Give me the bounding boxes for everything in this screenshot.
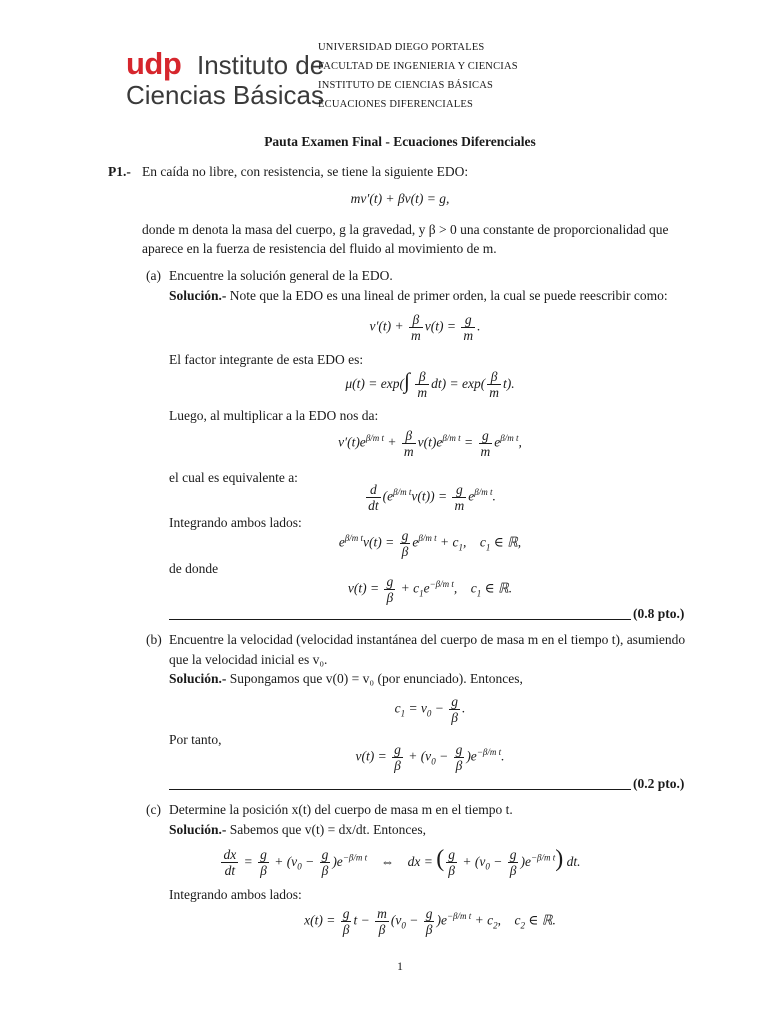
part-a-solution: Solución.- Note que la EDO es una lineal de primer orden, la cual se puede reescribir como: [169, 288, 668, 303]
header-line-3: INSTITUTO DE CIENCIAS BÁSICAS [318, 80, 494, 91]
part-c-label: (c) [146, 802, 161, 817]
part-b-label: (b) [146, 632, 162, 647]
logo-instituto: Instituto de [197, 50, 325, 80]
eq-b-1: $c_1 = v_0$ − $\frac{g}{\beta}$ . [394, 694, 466, 725]
part-b-solution: Solución.- Supongamos que v(0) = v₀ (por enunciado). Entonces, [169, 671, 523, 686]
logo-ciencias: Ciencias Básicas [126, 80, 324, 110]
part-b-rule [169, 789, 631, 790]
p1-desc-2: aparece en la fuerza de resistencia del fluido al movimiento de m. [142, 241, 497, 256]
part-a-label: (a) [146, 268, 161, 283]
eq-a-2: μ(t) = exp(∫ $\frac{\beta}{m}$ dt) = exp( $\frac{\beta}{m}$ t). [345, 368, 515, 401]
logo-udp: udp [126, 46, 182, 81]
eq-a-6: v(t) = $\frac{g}{\beta}$ + $c_1e^{-\beta/m t}$, $c_1$ ∈ ℝ. [347, 574, 513, 605]
eq-a-3: $v'(t)e^{\beta/m t}$ + $\frac{\beta}{m}$ $v(t)e^{\beta/m t}$ = $\frac{g}{m}$ $e^{\beta/m t}$, [338, 428, 522, 459]
eq-c-2: x(t) = $\frac{g}{\beta}$ t − $\frac{m}{\beta}$ ($v_0$ − $\frac{g}{\beta}$ )$e^{-\beta/m t} + c_2$, $c_2$ ∈ ℝ. [304, 906, 556, 937]
header-line-4: ECUACIONES DIFERENCIALES [318, 99, 474, 110]
eq-a-5: $e^{\beta/m t}v(t)$ = $\frac{g}{\beta}$ $e^{\beta/m t} + c_1$, $c_1$ ∈ ℝ, [338, 528, 522, 559]
eq-c-1: $\frac{dx}{dt}$ = $\frac{g}{\beta}$ + ($v_0$ − $\frac{g}{\beta}$ )$e^{-\beta/m t}$ ⇔ dx = ( $\frac{g}{\beta}$ + ($v_0$ − $\frac{g}{\beta}$ )$e^{-\beta/m t}$) dt. [223, 846, 581, 879]
page-number: 1 [397, 959, 403, 973]
part-a-points: (0.8 pto.) [633, 606, 685, 621]
eq-a-1: v′(t) + $\frac{\beta}{m}$ v(t) = $\frac{g}{m}$ . [369, 312, 481, 343]
part-c-solution: Solución.- Sabemos que v(t) = dx/dt. Entonces, [169, 822, 426, 837]
header-line-1: UNIVERSIDAD DIEGO PORTALES [318, 42, 485, 53]
part-a-donde-text: de donde [169, 561, 219, 576]
p1-equation: mv′(t) + βv(t) = g, [350, 191, 450, 206]
p1-desc-1: donde m denota la masa del cuerpo, g la gravedad, y β > 0 una constante de proporcionalidad que [142, 222, 669, 237]
part-c-question: Determine la posición x(t) del cuerpo de masa m en el tiempo t. [169, 802, 513, 817]
part-a-question: Encuentre la solución general de la EDO. [169, 268, 393, 283]
p1-intro: En caída no libre, con resistencia, se tiene la siguiente EDO: [142, 164, 469, 179]
part-b-points: (0.2 pto.) [633, 776, 685, 791]
header-line-2: FACULTAD DE INGENIERIA Y CIENCIAS [318, 61, 518, 72]
p1-label: P1.- [108, 164, 131, 179]
eq-b-2: v(t) = $\frac{g}{\beta}$ + ($v_0$ − $\frac{g}{\beta}$ )$e^{-\beta/m t}$. [355, 742, 505, 773]
part-b-question-1: Encuentre la velocidad (velocidad instantánea del cuerpo de masa m en el tiempo t), asumiendo [169, 632, 686, 647]
eq-a-4: $\frac{d}{dt}$ $(e^{\beta/m t}v(t))$ = $\frac{g}{m}$ $e^{\beta/m t}$. [368, 482, 496, 513]
part-a-mult-text: Luego, al multiplicar a la EDO nos da: [169, 408, 379, 423]
part-b-portanto: Por tanto, [169, 732, 222, 747]
part-a-equiv-text: el cual es equivalente a: [169, 470, 298, 485]
part-a-factor-text: El factor integrante de esta EDO es: [169, 352, 364, 367]
part-b-question-2: que la velocidad inicial es v₀. [169, 652, 328, 667]
part-a-rule [169, 619, 631, 620]
part-c-integ-text: Integrando ambos lados: [169, 887, 302, 902]
page-title: Pauta Examen Final - Ecuaciones Diferenciales [264, 134, 536, 149]
part-a-integ-text: Integrando ambos lados: [169, 515, 302, 530]
